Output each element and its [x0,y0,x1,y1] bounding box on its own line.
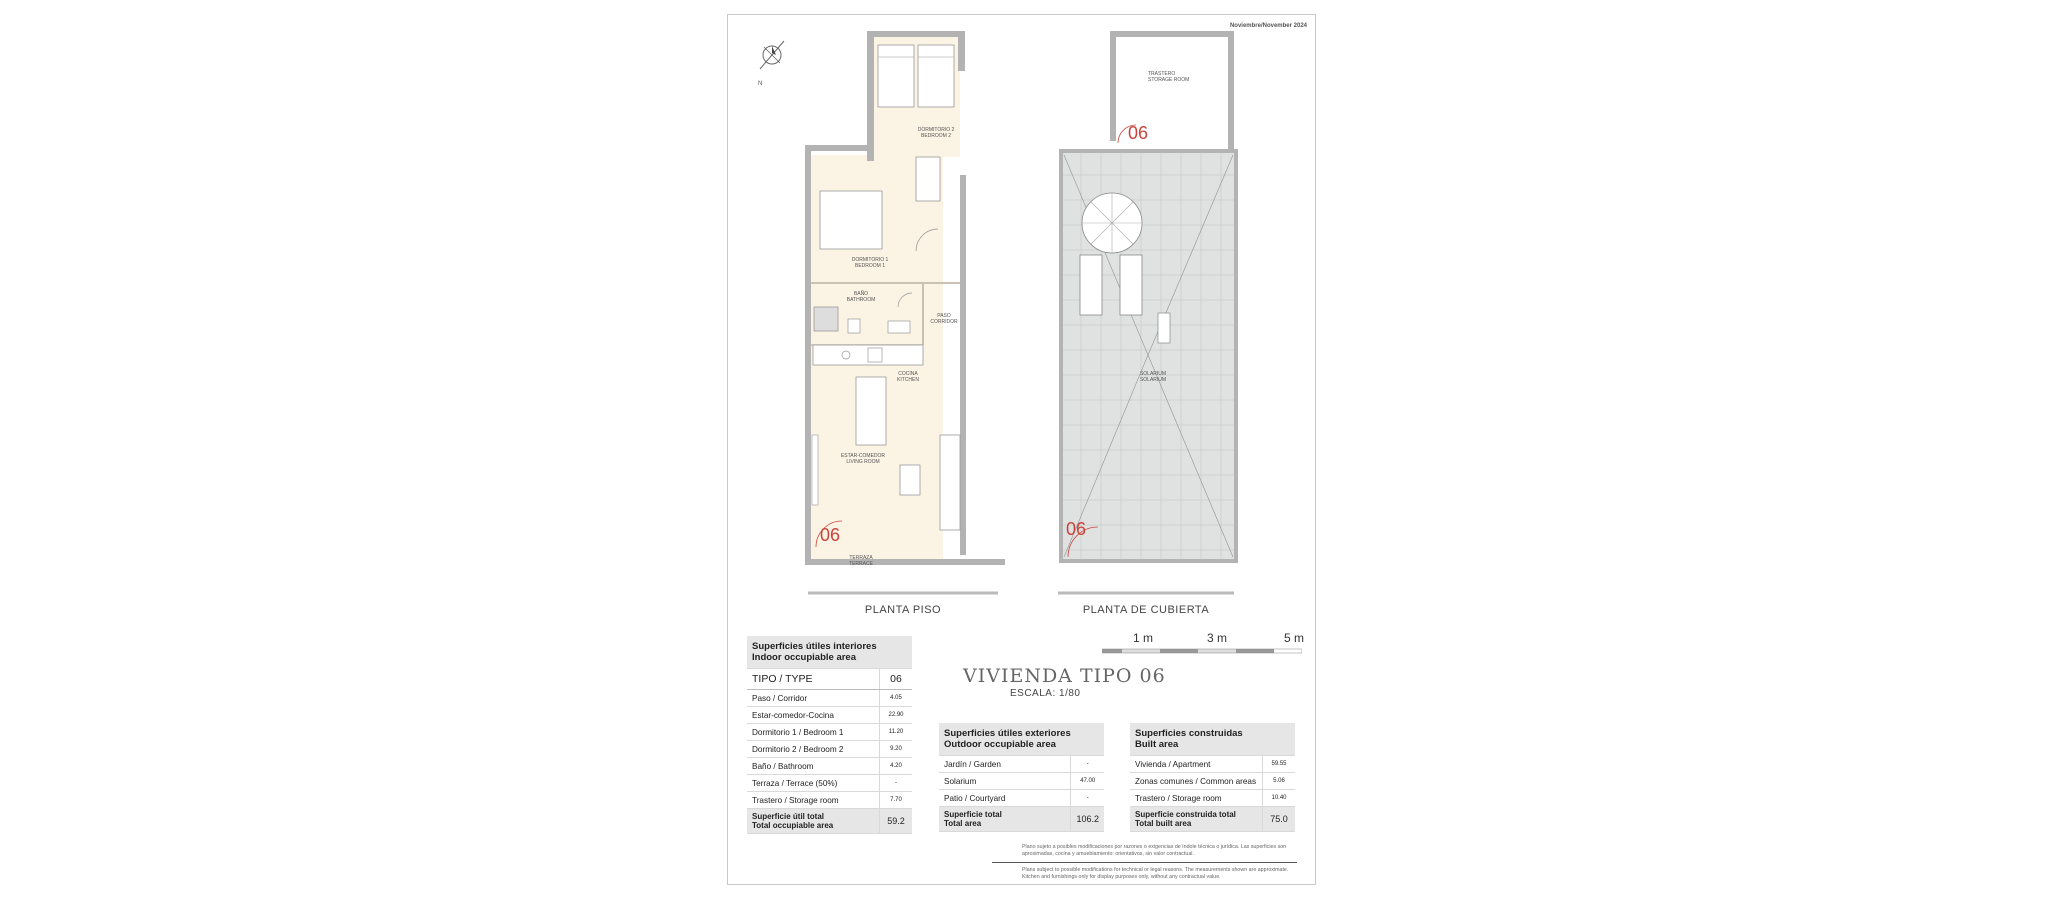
table-row: Trastero / Storage room 10.40 [1130,790,1295,807]
outdoor-total-row: Superficie total Total area 106.2 [939,807,1104,832]
room-label-living: ESTAR-COMEDOR LIVING ROOM [840,453,886,465]
table-row: Dormitorio 1 / Bedroom 1 11.20 [747,724,912,741]
scale-label-3m: 3 m [1207,631,1228,645]
compass-north-label: N [758,81,763,87]
floor-plan-sheet [727,14,1316,885]
built-table-header: Superficies construidas Built area [1130,723,1295,756]
table-row: Solarium 47.00 [939,773,1104,790]
unit-number-floor: 06 [820,525,841,545]
built-total-row: Superficie construida total Total built area 75.0 [1130,807,1295,832]
table-row: Paso / Corridor 4.05 [747,690,912,707]
indoor-table-header: Superficies útiles interiores Indoor occupiable area [747,636,912,669]
indoor-total-row: Superficie útil total Total occupiable area 59.2 [747,809,912,834]
disclaimer-es: Plano sujeto a posibles modificaciones por razones o exigencias de índole técnica o jurídica. Las superficies son aproximadas, cocina y amueblamiento: orientativos, sin valor contractual. [1022,844,1287,857]
room-label-solarium: SOLARIUM SOLARIUM [1139,371,1167,383]
room-label-terrace: TERRAZA TERRACE [849,555,873,567]
scale-label-1m: 1 m [1133,631,1154,645]
scale-bar [1102,647,1302,655]
room-label-storage: TRASTERO STORAGE ROOM [1148,71,1190,83]
room-label-bathroom: BAÑO BATHROOM [846,291,876,303]
table-row: Terraza / Terrace (50%) - [747,775,912,792]
table-row: Estar-comedor-Cocina 22.90 [747,707,912,724]
room-label-kitchen: COCINA KITCHEN [897,371,919,383]
unit-number-solarium: 06 [1066,519,1087,539]
type-label: TIPO / TYPE [747,669,880,690]
indoor-area-table [747,636,912,834]
table-row: Jardín / Garden - [939,756,1104,773]
table-row: Vivienda / Apartment 59.55 [1130,756,1295,773]
scale-label-5m: 5 m [1284,631,1305,645]
type-value: 06 [880,669,913,690]
table-row: Zonas comunes / Common areas 5.06 [1130,773,1295,790]
outdoor-table-header: Superficies útiles exteriores Outdoor occupiable area [939,723,1104,756]
table-row: Baño / Bathroom 4.20 [747,758,912,775]
floor-plan-title: PLANTA PISO [864,604,942,616]
room-label-corridor: PASO CORRIDOR [930,313,958,325]
apartment-type-title: VIVIENDA TIPO 06 [963,665,1166,687]
disclaimer-divider [992,862,1297,863]
room-label-bedroom1: DORMITORIO 1 BEDROOM 1 [851,257,889,269]
disclaimer-en: Plans subject to possible modifications for technical or legal reasons. The measurements shown are approximate. Kitchen and furnishings only for display purposes only, without any contractual value. [1022,867,1289,880]
outdoor-area-table [939,723,1104,832]
built-area-table [1130,723,1295,832]
floor-plan-drawing [728,15,1317,615]
table-row: Dormitorio 2 / Bedroom 2 9.20 [747,741,912,758]
date-label: Noviembre/November 2024 [1229,23,1307,29]
roof-plan-title: PLANTA DE CUBIERTA [1082,604,1210,616]
table-row: Patio / Courtyard - [939,790,1104,807]
drawing-scale: ESCALA: 1/80 [1010,688,1081,699]
table-row: Trastero / Storage room 7.70 [747,792,912,809]
unit-number-storage: 06 [1128,123,1149,143]
room-label-bedroom2: DORMITORIO 2 BEDROOM 2 [917,127,955,139]
